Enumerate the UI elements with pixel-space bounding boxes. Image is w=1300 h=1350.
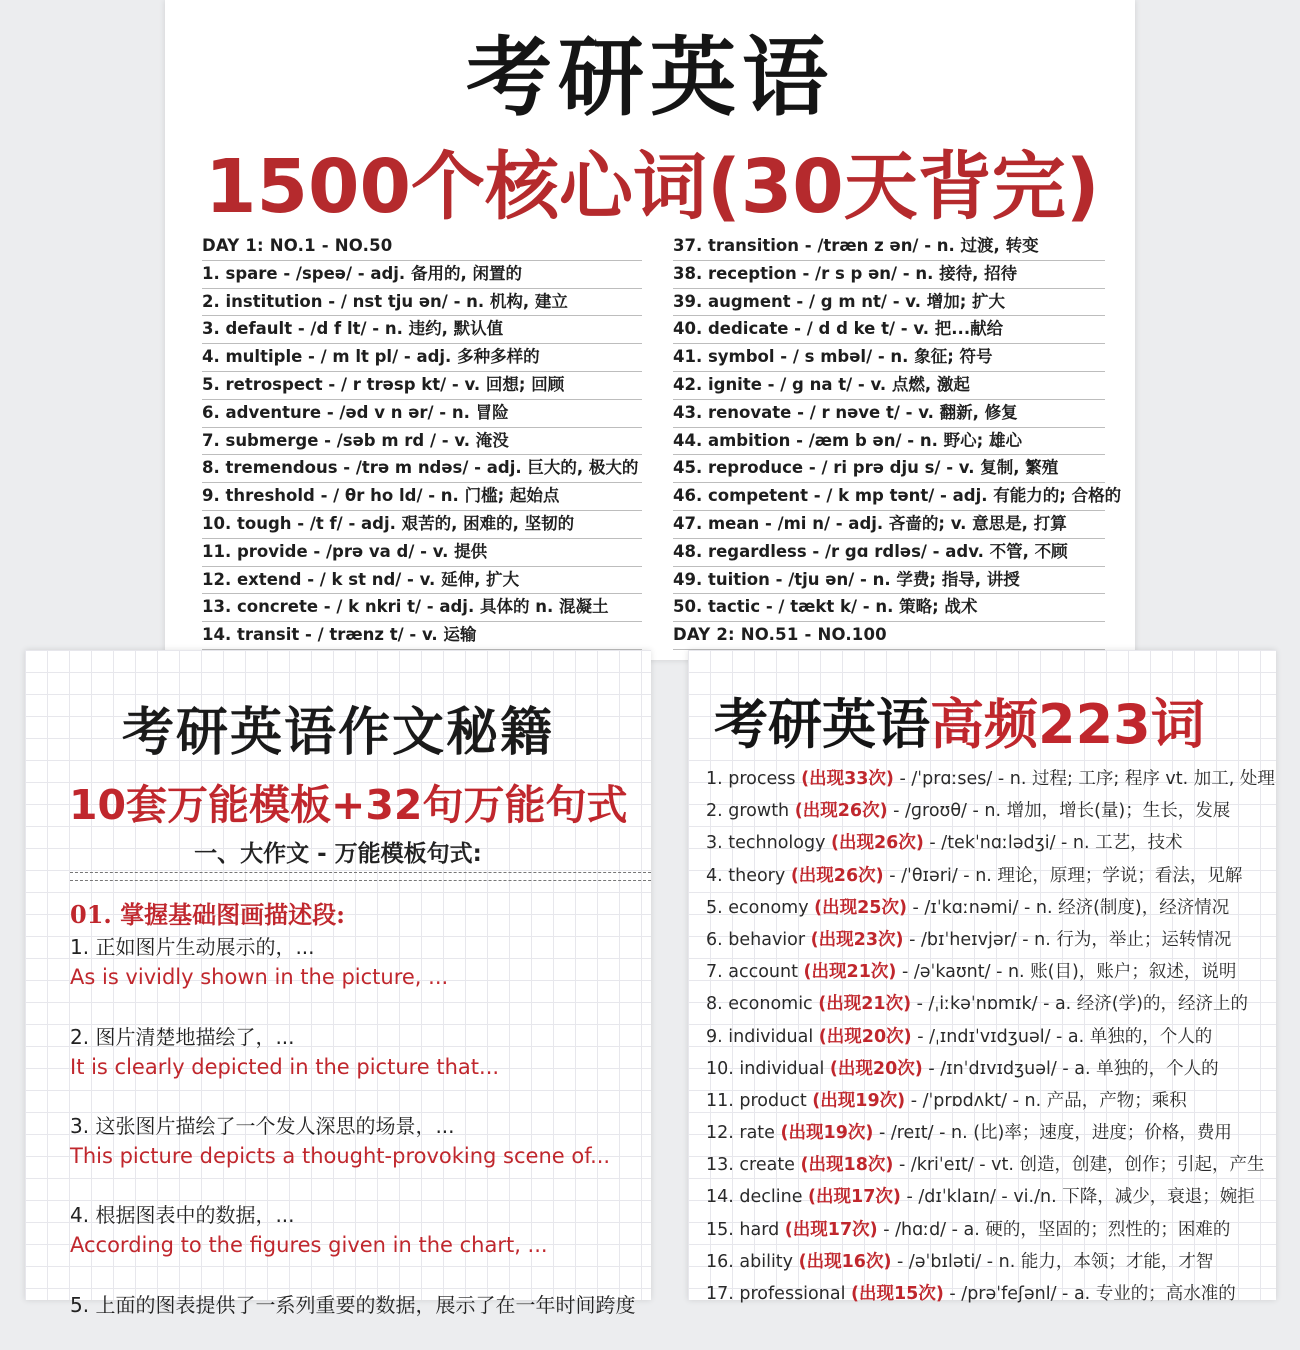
vocab-row: 4. multiple - / m lt pl/ - adj. 多种多样的	[202, 344, 642, 372]
vocab-row: 12. extend - / k st nd/ - v. 延伸, 扩大	[202, 567, 642, 595]
freq-row	[706, 763, 1276, 795]
freq-word: 7. account	[706, 962, 804, 983]
freq-definition: - /dɪˈklaɪn/ - vi./n. 下降，减少，衰退；婉拒	[900, 1187, 1255, 1208]
vocab-row: 48. regardless - /r gɑ rdləs/ - adv. 不管, 不顾	[673, 539, 1105, 567]
freq-count: (出现26次)	[831, 833, 924, 854]
essay-section-title: 一、大作文 - 万能模板句式:	[194, 841, 482, 867]
freq-definition: - /tekˈnɑːlədʒi/ - n. 工艺，技术	[923, 833, 1183, 854]
essay-item-english: This picture depicts a thought-provoking scene of...	[70, 1144, 611, 1168]
essay-title: 考研英语作文秘籍	[121, 703, 554, 763]
vocab-sheet-1500	[165, 0, 1135, 660]
freq-count: (出现17次)	[808, 1187, 901, 1208]
freq-count: (出现18次)	[800, 1155, 894, 1176]
day-header: DAY 1: NO.1 - NO.50	[202, 233, 642, 261]
freq-definition: - /hɑːd/ - a. 硬的，坚固的；烈性的；困难的	[877, 1219, 1231, 1240]
vocab-row: 9. threshold - / θr ho ld/ - n. 门槛; 起始点	[202, 483, 642, 511]
freq-word: 15. hard	[706, 1219, 785, 1240]
freq-row	[706, 795, 1276, 827]
freq-definition: - /ɡroʊθ/ - n. 增加，增长(量)；生长，发展	[887, 801, 1231, 822]
essay-item	[70, 1022, 670, 1082]
vocab-row: 11. provide - /prə va d/ - v. 提供	[202, 539, 642, 567]
vocab-row: 44. ambition - /æm b ən/ - n. 野心; 雄心	[673, 428, 1105, 456]
vocab-row: 50. tactic - / tækt k/ - n. 策略; 战术	[673, 594, 1105, 622]
freq-definition: - /ˌɪndɪˈvɪdʒuəl/ - a. 单独的，个人的	[911, 1026, 1213, 1047]
freq-definition: - /əˈkaʊnt/ - n. 账(目)，账户；叙述，说明	[896, 962, 1237, 983]
freq-row	[706, 827, 1276, 859]
freq-row	[706, 1246, 1276, 1278]
freq-word-list	[706, 763, 1276, 1310]
vocab-row: 6. adventure - /əd v n ər/ - n. 冒险	[202, 400, 642, 428]
essay-item	[70, 1200, 670, 1260]
freq-row	[706, 1181, 1276, 1213]
freq-title-highlight: 高频223词	[930, 693, 1205, 756]
freq-count: (出现33次)	[801, 769, 894, 789]
freq-count: (出现23次)	[810, 929, 904, 950]
divider	[70, 880, 651, 881]
freq-definition: - /reɪt/ - n. (比)率；速度，进度；价格，费用	[873, 1123, 1232, 1144]
freq-word: 6. behavior	[706, 929, 811, 950]
vocab-row: 10. tough - /t f/ - adj. 艰苦的, 困难的, 坚韧的	[202, 511, 642, 539]
freq-word: 17. professional	[706, 1284, 851, 1304]
freq-row	[706, 924, 1276, 956]
essay-heading: 01. 掌握基础图画描述段:	[70, 900, 345, 929]
vocab-row: 5. retrospect - / r trəsp kt/ - v. 回想; 回顾	[202, 372, 642, 400]
vocab-row: 46. competent - / k mp tənt/ - adj. 有能力的; 合格的	[673, 483, 1105, 511]
freq-count: (出现16次)	[798, 1251, 892, 1272]
freq-row	[706, 1053, 1276, 1085]
freq-row	[706, 1149, 1276, 1181]
freq-row	[706, 1278, 1276, 1310]
essay-item-chinese: 4. 根据图表中的数据，...	[70, 1203, 295, 1227]
vocab-row: 41. symbol - / s mbəl/ - n. 象征; 符号	[673, 344, 1105, 372]
freq-count: (出现17次)	[784, 1219, 878, 1240]
essay-item-english	[70, 1320, 670, 1350]
vocab-row: 2. institution - / nst tju ən/ - n. 机构, 建立	[202, 289, 642, 317]
freq-definition: - /bɪˈheɪvjər/ - n. 行为，举止；运转情况	[903, 929, 1232, 950]
freq-definition: - /ˈprɒdʌkt/ - n. 产品，产物；乘积	[905, 1090, 1187, 1111]
vocab-row: 47. mean - /mi n/ - adj. 吝啬的; v. 意思是, 打算	[673, 511, 1105, 539]
divider	[70, 872, 651, 873]
freq-row	[706, 988, 1276, 1020]
frequent-words-sheet	[688, 650, 1276, 1304]
page-title: 考研英语	[466, 28, 834, 128]
freq-count: (出现20次)	[818, 1026, 912, 1047]
freq-word: 13. create	[706, 1155, 801, 1176]
vocab-row: 14. transit - / trænz t/ - v. 运输	[202, 622, 642, 650]
freq-row	[706, 892, 1276, 924]
freq-definition: - /ˌiːkəˈnɒmɪk/ - a. 经济(学)的，经济上的	[911, 994, 1248, 1015]
essay-item	[70, 1290, 670, 1350]
vocab-row: 38. reception - /r s p ən/ - n. 接待, 招待	[673, 261, 1105, 289]
freq-word: 14. decline	[706, 1187, 809, 1208]
freq-word: 9. individual	[706, 1026, 819, 1047]
vocab-row: 40. dedicate - / d d ke t/ - v. 把...献给	[673, 316, 1105, 344]
freq-row	[706, 860, 1276, 892]
freq-count: (出现20次)	[829, 1058, 923, 1079]
freq-count: (出现21次)	[803, 962, 897, 983]
freq-word: 2. growth	[706, 801, 795, 822]
essay-template-sheet	[25, 650, 651, 1317]
freq-word: 12. rate	[706, 1123, 781, 1144]
freq-word: 3. technology	[706, 833, 831, 854]
day-header: DAY 2: NO.51 - NO.100	[673, 622, 1105, 650]
vocab-row: 42. ignite - / g na t/ - v. 点燃, 激起	[673, 372, 1105, 400]
essay-item-english: It is clearly depicted in the picture that...	[70, 1055, 500, 1079]
freq-definition: - /prəˈfeʃənl/ - a. 专业的；高水准的	[943, 1284, 1236, 1304]
essay-item-english: As is vividly shown in the picture, ...	[70, 965, 449, 989]
freq-count: (出现21次)	[818, 994, 912, 1015]
freq-count: (出现15次)	[851, 1284, 944, 1304]
vocab-row: 3. default - /d f lt/ - n. 违约, 默认值	[202, 316, 642, 344]
essay-item-chinese: 2. 图片清楚地描绘了，...	[70, 1025, 295, 1049]
freq-row	[706, 1085, 1276, 1117]
essay-item-chinese: 3. 这张图片描绘了一个发人深思的场景，...	[70, 1114, 455, 1138]
freq-word: 10. individual	[706, 1058, 830, 1079]
freq-definition: - /ɪnˈdɪvɪdʒuəl/ - a. 单独的，个人的	[922, 1058, 1219, 1079]
freq-definition: - /əˈbɪləti/ - n. 能力，本领；才能，才智	[891, 1251, 1214, 1272]
vocab-column-right	[673, 233, 1122, 650]
essay-item	[70, 1111, 670, 1171]
freq-row	[706, 956, 1276, 988]
essay-subtitle: 10套万能模板+32句万能句式	[69, 781, 628, 829]
vocab-column-left	[202, 233, 642, 650]
essay-item-chinese: 1. 正如图片生动展示的，...	[70, 935, 315, 959]
freq-row	[706, 1214, 1276, 1246]
freq-row	[706, 1117, 1276, 1149]
vocab-row: 7. submerge - /səb m rd / - v. 淹没	[202, 428, 642, 456]
freq-definition: - /kriˈeɪt/ - vt. 创造，创建，创作；引起，产生	[893, 1155, 1265, 1176]
freq-word: 11. product	[706, 1090, 813, 1111]
freq-word: 4. theory	[706, 865, 791, 886]
freq-count: (出现25次)	[814, 897, 907, 918]
vocab-row: 1. spare - /speə/ - adj. 备用的, 闲置的	[202, 261, 642, 289]
freq-count: (出现19次)	[812, 1090, 906, 1111]
vocab-row: 49. tuition - /tju ən/ - n. 学费; 指导, 讲授	[673, 567, 1105, 595]
vocab-row: 43. renovate - / r nəve t/ - v. 翻新, 修复	[673, 400, 1105, 428]
essay-item-chinese: 5. 上面的图表提供了一系列重要的数据，展示了在一年时间跨度	[70, 1293, 636, 1317]
freq-definition: - /ˈprɑːses/ - n. 过程; 工序; 程序 vt. 加工, 处理	[893, 769, 1275, 789]
freq-count: (出现26次)	[790, 865, 884, 886]
freq-title	[714, 682, 1205, 759]
vocab-row: 37. transition - /træn z ən/ - n. 过渡, 转变	[673, 233, 1105, 261]
freq-title-main: 考研英语	[714, 693, 930, 756]
freq-word: 16. ability	[706, 1251, 799, 1272]
vocab-row: 8. tremendous - /trə m ndəs/ - adj. 巨大的, 极大的	[202, 455, 642, 483]
freq-word: 5. economy	[706, 897, 815, 918]
page-subtitle: 1500个核心词(30天背完)	[205, 144, 1100, 230]
freq-count: (出现19次)	[780, 1123, 874, 1144]
vocab-row: 39. augment - / g m nt/ - v. 增加; 扩大	[673, 289, 1105, 317]
vocab-row: 13. concrete - / k nkri t/ - adj. 具体的 n. 混凝土	[202, 594, 642, 622]
freq-definition: - /ɪˈkɑːnəmi/ - n. 经济(制度)，经济情况	[906, 897, 1230, 918]
freq-row	[706, 1021, 1276, 1053]
essay-item-english: According to the figures given in the chart, ...	[70, 1233, 548, 1257]
essay-item	[70, 932, 670, 992]
freq-count: (出现26次)	[794, 801, 888, 822]
vocab-row: 45. reproduce - / ri prə dju s/ - v. 复制, 繁殖	[673, 455, 1105, 483]
freq-word: 8. economic	[706, 994, 819, 1015]
freq-word: 1. process	[706, 769, 802, 789]
freq-definition: - /ˈθɪəri/ - n. 理论，原理；学说；看法，见解	[883, 865, 1243, 886]
